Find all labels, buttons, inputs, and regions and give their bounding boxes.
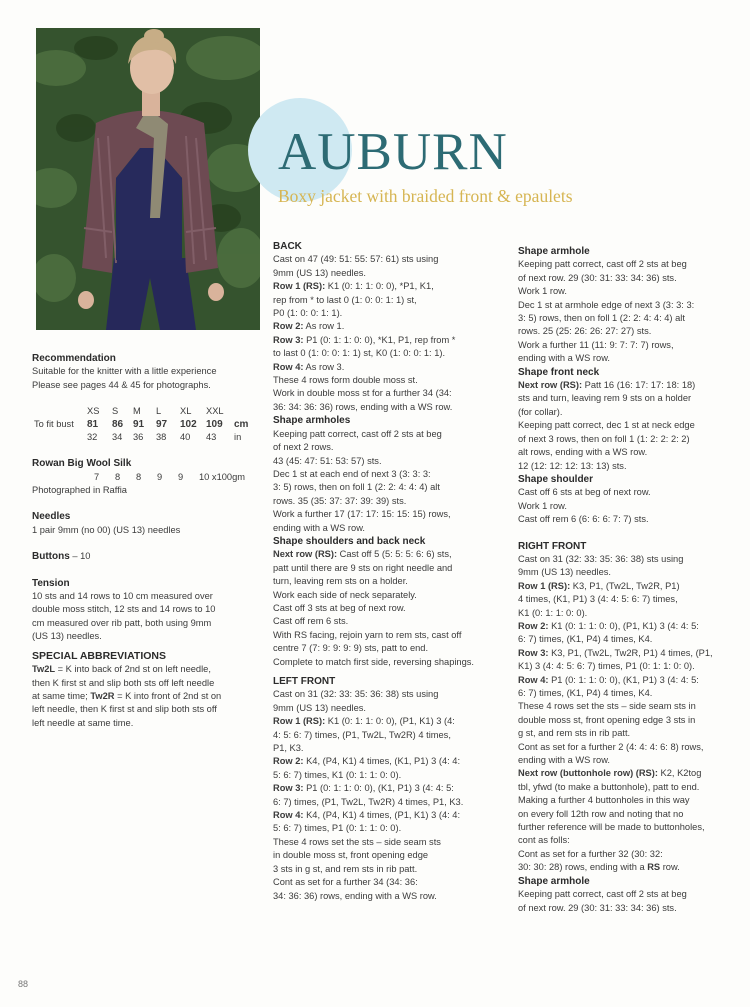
- bust-in: 32: [87, 432, 98, 443]
- bust-label: To fit bust: [34, 419, 74, 430]
- size-label: XL: [180, 406, 192, 417]
- instruction-line: 5: 6: 7) times, K1 (0: 1: 1: 0: 0).: [273, 769, 402, 780]
- instruction-line: K3, P1, (Tw2L, Tw2R, P1): [570, 580, 680, 591]
- instruction-line: Cast off 6 sts at beg of next row.: [518, 487, 651, 498]
- instruction-line: row.: [660, 862, 680, 873]
- yarn-count: 7: [94, 471, 100, 482]
- row-label: Row 2:: [273, 756, 304, 767]
- recommendation-text: Suitable for the knitter with a little experience: [32, 366, 217, 377]
- instruction-line: rows. 25 (25: 26: 26: 27: 27) sts.: [518, 326, 652, 337]
- abbr-text: left needle, then K first st and slip both sts off: [32, 704, 217, 715]
- shape-armhole-heading: Shape armhole: [518, 246, 590, 257]
- instruction-line: rows. 35 (35: 37: 37: 39: 39) sts.: [273, 495, 407, 506]
- instruction-line: 12 (12: 12: 12: 13: 13) sts.: [518, 460, 627, 471]
- bust-in: 38: [156, 432, 167, 443]
- abbr-text: = K into front of 2nd st on: [114, 690, 222, 701]
- shape-shoulder-heading: Shape shoulder: [518, 473, 594, 485]
- bust-cm: 86: [112, 419, 124, 431]
- instruction-line: K1) 3 (4: 4: 5: 6: 7) times, P1 (0: 1: 1: 0: 0).: [518, 661, 695, 672]
- bust-cm: 81: [87, 419, 99, 431]
- instruction-line: K4, (P4, K1) 4 times, (K1, P1) 3 (4: 4:: [303, 756, 461, 767]
- size-label: M: [133, 406, 141, 417]
- row-label: Row 4:: [273, 361, 304, 372]
- instruction-line: in double moss st, front opening edge: [273, 850, 429, 861]
- shape-armhole-heading-2: Shape armhole: [518, 875, 590, 887]
- instruction-line: K1 (0: 1: 1: 0: 0).: [518, 607, 588, 618]
- row-label: Row 3:: [273, 334, 304, 345]
- yarn-count: 9: [178, 471, 184, 482]
- instruction-line: alt rows, ending with a WS row.: [518, 447, 648, 458]
- instruction-line: 9mm (US 13) needles.: [273, 267, 367, 278]
- instruction-line: 4: 5: 6: 7) times, (P1, Tw2L, Tw2R) 4 times,: [273, 729, 451, 740]
- instruction-line: These 4 rows set the sts – side seam sts: [273, 836, 441, 847]
- instruction-line: Cast on 31 (32: 33: 35: 36: 38) sts using: [273, 689, 439, 700]
- instruction-line: P1 (0: 1: 1: 0: 0), (K1, P1) 3 (4: 4: 5:: [303, 783, 454, 794]
- instruction-line: Cast off 3 sts at beg of next row.: [273, 602, 406, 613]
- instruction-line: sts and turn, leaving rem 9 sts on a holder: [518, 393, 692, 404]
- instruction-line: double moss st, front opening edge 3 sts in: [518, 714, 696, 725]
- instruction-line: K4, (P4, K1) 4 times, (P1, K1) 3 (4: 4:: [303, 810, 461, 821]
- size-table: [34, 405, 267, 444]
- instruction-line: P1 (0: 1: 1: 0: 0), *K1, P1, rep from *: [303, 334, 456, 345]
- instruction-line: (for collar).: [518, 406, 563, 417]
- instruction-line: P0 (1: 0: 0: 1: 1).: [273, 308, 343, 319]
- instruction-line: Keeping patt correct, cast off 2 sts at beg: [518, 259, 687, 270]
- instruction-line: 30: 30: 28) rows, ending with a: [518, 862, 648, 873]
- instruction-line: further reference will be made to buttonholes,: [518, 822, 705, 833]
- instruction-line: ending with a WS row.: [518, 755, 610, 766]
- instruction-line: of next row. 29 (30: 31: 33: 34: 36) sts.: [518, 272, 677, 283]
- instruction-line: K1 (0: 1: 1: 0: 0), (P1, K1) 3 (4: 4: 5:: [548, 620, 699, 631]
- instruction-line: Complete to match first side, reversing shapings.: [273, 656, 475, 667]
- bust-in: 34: [112, 432, 123, 443]
- instruction-line: Work 1 row.: [518, 500, 567, 511]
- shape-armholes-heading: Shape armholes: [273, 415, 351, 427]
- right-front-heading: RIGHT FRONT: [518, 540, 587, 552]
- instruction-line: rep from * to last 0 (1: 0: 0: 1: 1) st,: [273, 294, 417, 305]
- instruction-emphasis: RS: [647, 862, 661, 873]
- page-number: 88: [18, 979, 29, 989]
- instruction-line: 6: 7) times, (K1, P4) 4 times, K4.: [518, 634, 653, 645]
- row-label: Row 1 (RS):: [518, 580, 571, 591]
- back-heading: BACK: [273, 241, 302, 252]
- model-photo: [36, 28, 260, 330]
- row-label: Next row (RS):: [273, 549, 338, 560]
- instruction-line: of next 2 rows.: [273, 442, 334, 453]
- size-label: XXL: [206, 406, 224, 417]
- instruction-line: These 4 rows form double moss st.: [273, 375, 418, 386]
- yarn-heading: Rowan Big Wool Silk: [32, 458, 132, 470]
- instruction-line: Work a further 17 (17: 17: 15: 15: 15) rows,: [273, 509, 451, 520]
- instruction-line: ending with a WS row.: [518, 353, 610, 364]
- instruction-line: 9mm (US 13) needles.: [273, 702, 367, 713]
- instruction-line: ending with a WS row.: [273, 522, 365, 533]
- size-label: L: [156, 406, 162, 417]
- abbr-text: = K into back of 2nd st on left needle,: [55, 664, 211, 675]
- instruction-line: As row 3.: [303, 361, 345, 372]
- instruction-line: turn, leaving rem sts on a holder.: [273, 576, 408, 587]
- abbr-text: then K first st and slip both sts off left needle: [32, 677, 215, 688]
- instruction-line: K1 (0: 1: 1: 0: 0), *P1, K1,: [325, 281, 434, 292]
- abbr-term: Tw2R: [90, 690, 115, 701]
- instruction-line: Work a further 11 (11: 9: 7: 7: 7) rows,: [518, 339, 674, 350]
- instruction-line: Cast on 31 (32: 33: 35: 36: 38) sts using: [518, 553, 684, 564]
- abbr-term: Tw2L: [32, 664, 56, 675]
- needles-heading: Needles: [32, 511, 71, 523]
- row-label: Row 2:: [518, 620, 549, 631]
- instruction-line: tbl, yfwd (to make a buttonhole), patt to end.: [518, 781, 700, 792]
- instruction-line: on every foll 12th row and noting that no: [518, 808, 684, 819]
- buttons-text: – 10: [69, 551, 91, 562]
- recommendation-text: Please see pages 44 & 45 for photographs.: [32, 379, 211, 390]
- bust-cm: 97: [156, 419, 168, 431]
- instruction-line: 4 times, (K1, P1) 3 (4: 4: 5: 6: 7) times,: [518, 594, 678, 605]
- cm-unit: cm: [234, 419, 249, 431]
- yarn-count: 9: [157, 471, 163, 482]
- column-right-front: [518, 245, 742, 915]
- yarn-count: 8: [115, 471, 121, 482]
- tension-text: double moss stitch, 12 sts and 14 rows to 10: [32, 604, 216, 615]
- instruction-line: g st, and rem sts in rib patt.: [518, 728, 631, 739]
- bust-in: 43: [206, 432, 217, 443]
- instruction-line: K1 (0: 1: 1: 0: 0), (P1, K1) 3 (4:: [325, 716, 455, 727]
- yarn-count: 8: [136, 471, 142, 482]
- buttons-heading: Buttons: [32, 551, 70, 563]
- shape-front-neck-heading: Shape front neck: [518, 366, 600, 378]
- instruction-line: 9mm (US 13) needles.: [518, 567, 612, 578]
- row-label: Row 4:: [273, 810, 304, 821]
- instruction-line: Cast off 5 (5: 5: 5: 6: 6) sts,: [337, 549, 452, 560]
- row-label: Row 3:: [273, 783, 304, 794]
- yarn-photo-note: Photographed in Raffia: [32, 485, 127, 496]
- instruction-line: patt until there are 9 sts on right needle and: [273, 562, 453, 573]
- left-front-heading: LEFT FRONT: [273, 676, 336, 687]
- instruction-line: Work 1 row.: [518, 286, 567, 297]
- yarn-count: 10 x100gm: [199, 471, 245, 482]
- shape-shoulders-heading: Shape shoulders and back neck: [273, 535, 426, 547]
- instruction-line: K2, K2tog: [657, 768, 702, 779]
- tension-heading: Tension: [32, 577, 70, 589]
- instruction-line: Work in double moss st for a further 34 (34:: [273, 388, 452, 399]
- abbreviations-heading: SPECIAL ABBREVIATIONS: [32, 649, 166, 662]
- instruction-line: Dec 1 st at armhole edge of next 3 (3: 3: 3:: [518, 299, 695, 310]
- instruction-line: 43 (45: 47: 51: 53: 57) sts.: [273, 455, 382, 466]
- instruction-line: 3 sts in g st, and rem sts in rib patt.: [273, 863, 418, 874]
- instruction-line: Cast off rem 6 sts.: [273, 616, 349, 627]
- instruction-line: Cast off rem 6 (6: 6: 6: 7: 7) sts.: [518, 514, 649, 525]
- tension-text: cm measured over rib patt, both using 9mm: [32, 617, 212, 628]
- tension-text: (US 13) needles.: [32, 631, 102, 642]
- instruction-line: of next 3 rows, then on foll 1 (1: 2: 2: 2: 2): [518, 433, 690, 444]
- instruction-line: Patt 16 (16: 17: 17: 18: 18): [582, 380, 696, 391]
- row-label: Row 1 (RS):: [273, 716, 326, 727]
- instruction-line: P1, K3.: [273, 743, 304, 754]
- instruction-line: Keeping patt correct, cast off 2 sts at beg: [273, 428, 442, 439]
- abbr-text: at same time;: [32, 690, 91, 701]
- size-label: S: [112, 406, 119, 417]
- instruction-line: Cast on 47 (49: 51: 55: 57: 61) sts using: [273, 254, 439, 265]
- instruction-line: K3, P1, (Tw2L, Tw2R, P1) 4 times, (P1,: [548, 647, 713, 658]
- instruction-line: Work each side of neck separately.: [273, 589, 417, 600]
- instruction-line: 5: 6: 7) times, P1 (0: 1: 1: 0: 0).: [273, 823, 402, 834]
- bust-cm: 109: [206, 419, 223, 431]
- column-materials: [32, 352, 267, 730]
- instruction-line: Dec 1 st at each end of next 3 (3: 3: 3:: [273, 468, 431, 479]
- instruction-line: Making a further 4 buttonholes in this way: [518, 795, 690, 806]
- instruction-line: 6: 7) times, (K1, P4) 4 times, K4.: [518, 688, 653, 698]
- yarn-quantities: [34, 471, 267, 484]
- instruction-line: 3: 5) rows, then on foll 1 (2: 2: 4: 4: 4) alt: [273, 482, 440, 493]
- instruction-line: These 4 rows set the sts – side seam sts in: [518, 701, 696, 712]
- row-label: Next row (RS):: [518, 380, 583, 391]
- instruction-line: Cont as set for a further 32 (30: 32:: [518, 848, 663, 859]
- abbr-text: left needle at same time.: [32, 717, 134, 728]
- instruction-line: P1 (0: 1: 1: 0: 0), (K1, P1) 3 (4: 4: 5:: [548, 674, 699, 685]
- instruction-line: 34: 36: 36) rows, ending with a WS row.: [273, 890, 437, 901]
- bust-in: 36: [133, 432, 144, 443]
- instruction-line: centre 7 (7: 9: 9: 9: 9) sts, patt to end.: [273, 643, 429, 654]
- bust-cm: 102: [180, 419, 197, 431]
- bust-cm: 91: [133, 419, 145, 431]
- row-label: Row 4:: [518, 674, 549, 685]
- instruction-line: Keeping patt correct, dec 1 st at neck edge: [518, 420, 695, 431]
- instruction-line: cont as folls:: [518, 835, 570, 846]
- row-label: Next row (buttonhole row) (RS):: [518, 768, 658, 779]
- size-label: XS: [87, 406, 100, 417]
- instruction-line: With RS facing, rejoin yarn to rem sts, cast off: [273, 629, 462, 640]
- instruction-line: Cont as set for a further 34 (34: 36:: [273, 877, 418, 888]
- needles-text: 1 pair 9mm (no 00) (US 13) needles: [32, 524, 181, 535]
- instruction-line: to last 0 (1: 0: 0: 1: 1) st, K0 (1: 0: 0: 1: 1).: [273, 348, 446, 359]
- pattern-title: AUBURN: [278, 123, 508, 181]
- recommendation-heading: Recommendation: [32, 353, 116, 364]
- instruction-line: 36: 34: 36: 36) rows, ending with a WS row.: [273, 401, 453, 412]
- pattern-subtitle: Boxy jacket with braided front & epaulets: [278, 186, 573, 206]
- column-back-left-front: [273, 240, 507, 903]
- bust-in: 40: [180, 432, 191, 443]
- in-unit: in: [234, 432, 242, 443]
- instruction-line: Cont as set for a further 2 (4: 4: 4: 6: 8) rows,: [518, 741, 704, 752]
- instruction-line: As row 1.: [303, 321, 345, 332]
- row-label: Row 2:: [273, 321, 304, 332]
- row-label: Row 3:: [518, 647, 549, 658]
- row-label: Row 1 (RS):: [273, 281, 326, 292]
- instruction-line: Keeping patt correct, cast off 2 sts at beg: [518, 889, 687, 900]
- tension-text: 10 sts and 14 rows to 10 cm measured over: [32, 591, 213, 602]
- instruction-line: of next row. 29 (30: 31: 33: 34: 36) sts.: [518, 902, 677, 913]
- instruction-line: 3: 5) rows, then on foll 1 (2: 2: 4: 4: 4) alt: [518, 313, 685, 324]
- instruction-line: 6: 7) times, (P1, Tw2L, Tw2R) 4 times, P1, K3.: [273, 796, 464, 807]
